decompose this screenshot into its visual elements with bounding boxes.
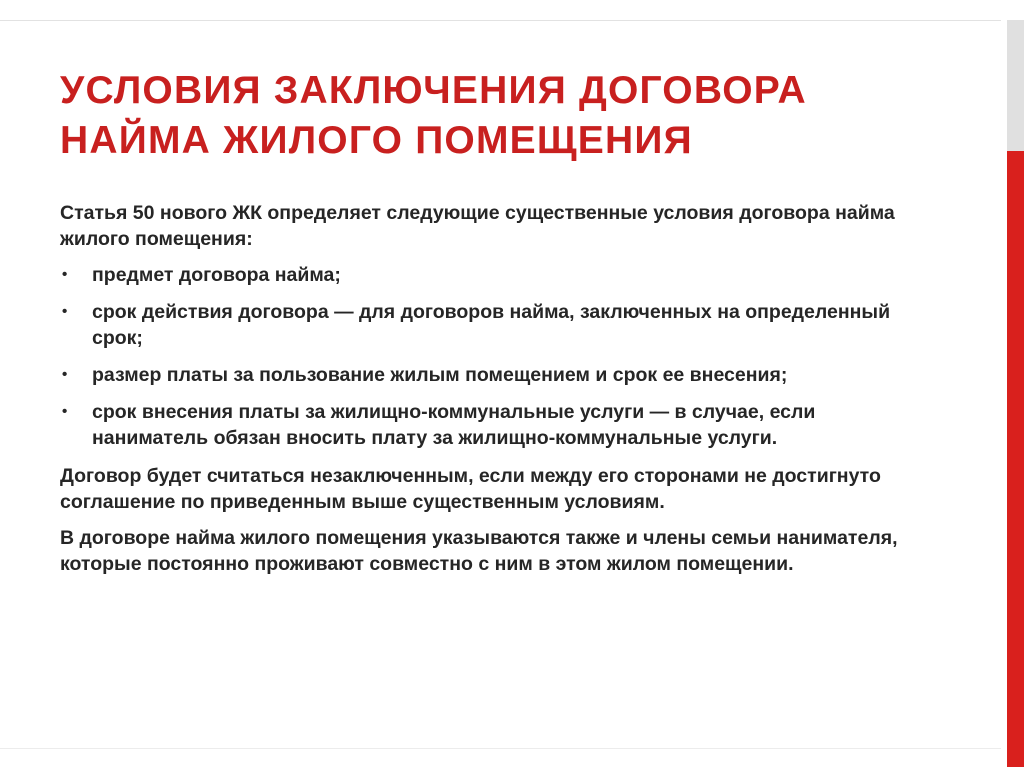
list-item [60, 362, 930, 388]
top-border-line [0, 20, 1001, 21]
paragraph-unconcluded: Договор будет считаться незаключенным, если между его сторонами не достигнуто соглашение по приведенным выше существенным условиям. [60, 465, 881, 513]
bottom-border-line [0, 748, 1001, 749]
slide-title [60, 66, 960, 166]
list-item [60, 262, 930, 288]
bullet-icon: • [62, 266, 68, 283]
bullet-icon: • [62, 303, 68, 320]
intro-paragraph: Статья 50 нового ЖК определяет следующие существенные условия договора найма жилого помещения: [60, 202, 895, 250]
list-item-text: срок внесения платы за жилищно-коммунальные услуги — в случае, если наниматель обязан вносить плату за жилищно-коммунальные услуги. [92, 401, 816, 449]
paragraph-family-members: В договоре найма жилого помещения указываются также и члены семьи нанимателя, которые постоянно проживают совместно с ним в этом жилом помещении. [60, 527, 898, 575]
list-item [60, 299, 930, 351]
conditions-list [60, 262, 930, 451]
accent-bar-red [1007, 151, 1024, 767]
accent-bar-gray [1007, 20, 1024, 151]
slide-title-line-2: НАЙМА ЖИЛОГО ПОМЕЩЕНИЯ [60, 119, 693, 162]
list-item-text: предмет договора найма; [92, 264, 341, 286]
bullet-icon: • [62, 403, 68, 420]
list-item [60, 399, 930, 451]
slide-body [60, 200, 930, 587]
slide-title-line-1: УСЛОВИЯ ЗАКЛЮЧЕНИЯ ДОГОВОРА [60, 69, 807, 112]
bullet-icon: • [62, 366, 68, 383]
list-item-text: срок действия договора — для договоров найма, заключенных на определенный срок; [92, 301, 891, 349]
list-item-text: размер платы за пользование жилым помещением и срок ее внесения; [92, 364, 788, 386]
